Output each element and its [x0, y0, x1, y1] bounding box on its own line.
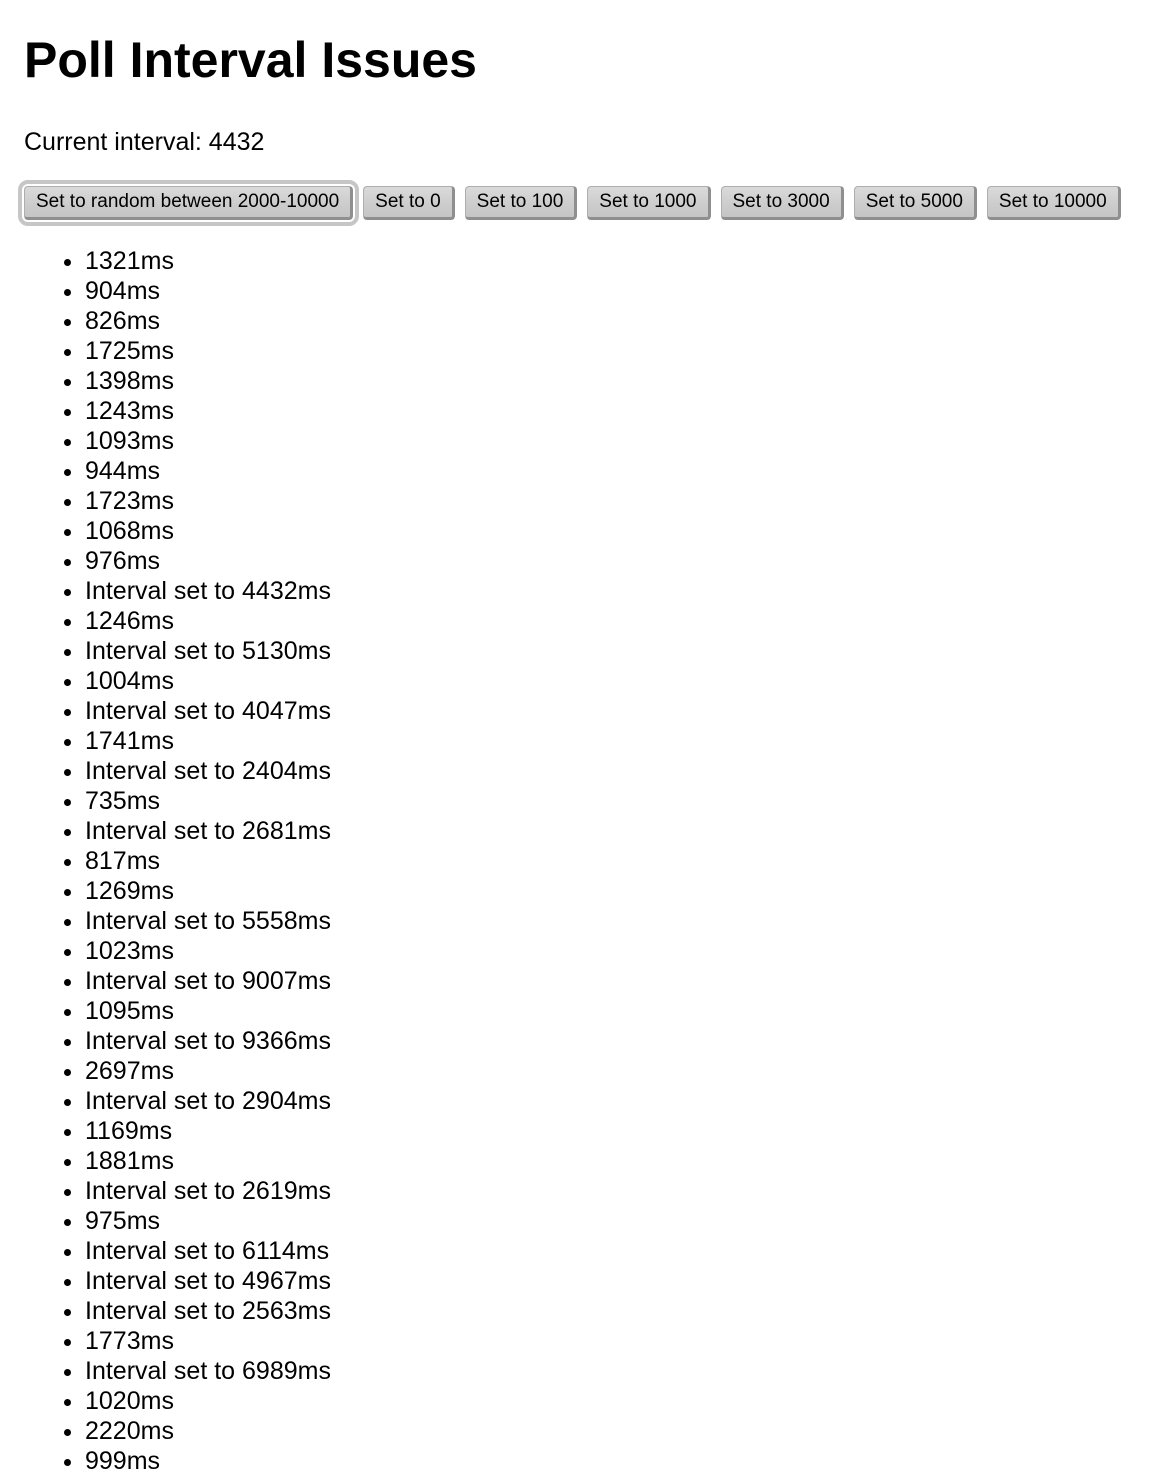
log-entry: • 1723ms [85, 486, 1144, 516]
log-entry: • 904ms [85, 276, 1144, 306]
log-entry: • 1246ms [85, 606, 1144, 636]
log-entry: • 2220ms [85, 1416, 1144, 1446]
log-entry: • 1398ms [85, 366, 1144, 396]
log-entry: • 1169ms [85, 1116, 1144, 1146]
log-entry: • 976ms [85, 546, 1144, 576]
log-entry: • 2697ms [85, 1056, 1144, 1086]
set-interval-button[interactable]: Set to 3000 [721, 186, 844, 220]
log-entry: • 1243ms [85, 396, 1144, 426]
log-entry: • Interval set to 6114ms [85, 1236, 1144, 1266]
log-entry: • 1093ms [85, 426, 1144, 456]
log-entry: • 1773ms [85, 1326, 1144, 1356]
log-entry: • 1741ms [85, 726, 1144, 756]
set-interval-button[interactable]: Set to 10000 [987, 186, 1121, 220]
set-interval-button[interactable]: Set to 100 [465, 186, 578, 220]
log-entry: • Interval set to 4967ms [85, 1266, 1144, 1296]
poll-log-list [24, 246, 1144, 1476]
log-entry: • 1068ms [85, 516, 1144, 546]
log-entry: • Interval set to 2563ms [85, 1296, 1144, 1326]
log-entry: • 1020ms [85, 1386, 1144, 1416]
log-entry: • 1725ms [85, 336, 1144, 366]
log-entry: • Interval set to 2619ms [85, 1176, 1144, 1206]
log-entry: • 975ms [85, 1206, 1144, 1236]
log-entry: • Interval set to 2904ms [85, 1086, 1144, 1116]
log-entry: • 817ms [85, 846, 1144, 876]
log-entry: • Interval set to 9366ms [85, 1026, 1144, 1056]
log-entry: • 999ms [85, 1446, 1144, 1476]
set-interval-button[interactable]: Set to 5000 [854, 186, 977, 220]
log-entry: • Interval set to 5130ms [85, 636, 1144, 666]
log-entry: • Interval set to 2404ms [85, 756, 1144, 786]
current-interval-text: Current interval: 4432 [24, 127, 265, 156]
log-entry: • Interval set to 4432ms [85, 576, 1144, 606]
log-entry: • 1023ms [85, 936, 1144, 966]
log-entry: • 735ms [85, 786, 1144, 816]
set-interval-button[interactable]: Set to 1000 [587, 186, 710, 220]
log-entry: • 944ms [85, 456, 1144, 486]
log-entry: • Interval set to 9007ms [85, 966, 1144, 996]
button-row [24, 186, 1144, 220]
set-interval-button[interactable]: Set to random between 2000-10000 [24, 186, 353, 220]
log-entry: • 1004ms [85, 666, 1144, 696]
log-entry: • 1269ms [85, 876, 1144, 906]
log-entry: • 1881ms [85, 1146, 1144, 1176]
log-entry: • 826ms [85, 306, 1144, 336]
log-entry: • Interval set to 5558ms [85, 906, 1144, 936]
log-entry: • Interval set to 4047ms [85, 696, 1144, 726]
log-entry: • 1095ms [85, 996, 1144, 1026]
log-entry: • Interval set to 2681ms [85, 816, 1144, 846]
log-entry: • Interval set to 6989ms [85, 1356, 1144, 1386]
set-interval-button[interactable]: Set to 0 [363, 186, 455, 220]
page-title: Poll Interval Issues [24, 32, 477, 88]
log-entry: • 1321ms [85, 246, 1144, 276]
